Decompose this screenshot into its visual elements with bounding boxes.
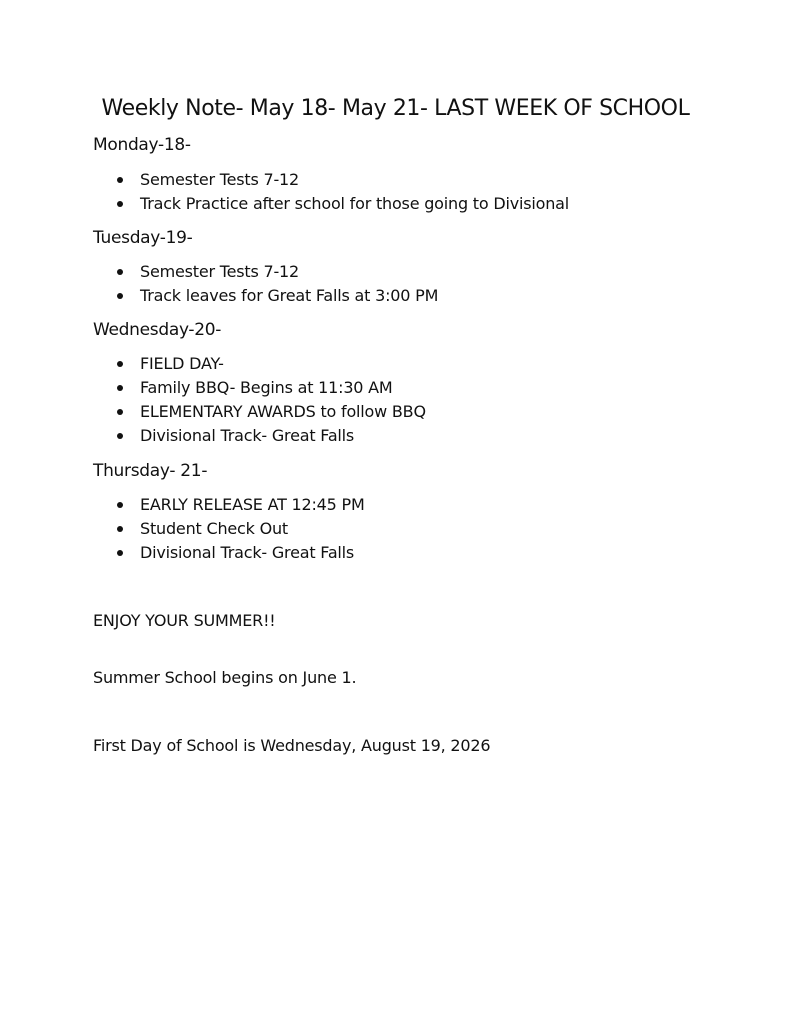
tuesday-list: [117, 260, 438, 308]
list-item: ELEMENTARY AWARDS to follow BBQ: [117, 400, 426, 424]
bullet-icon: [117, 177, 123, 183]
list-item: Student Check Out: [117, 517, 365, 541]
day-heading-tuesday: Tuesday-19-: [93, 228, 193, 248]
list-item: Divisional Track- Great Falls: [117, 541, 365, 565]
enjoy-summer-text: ENJOY YOUR SUMMER!!: [93, 611, 276, 630]
bullet-icon: [117, 433, 123, 439]
monday-list: [117, 168, 569, 216]
list-item: Family BBQ- Begins at 11:30 AM: [117, 376, 426, 400]
summer-school-text: Summer School begins on June 1.: [93, 668, 357, 687]
first-day-text: First Day of School is Wednesday, August 19, 2026: [93, 736, 491, 755]
list-item: EARLY RELEASE AT 12:45 PM: [117, 493, 365, 517]
list-item: Divisional Track- Great Falls: [117, 424, 426, 448]
bullet-icon: [117, 526, 123, 532]
thursday-list: [117, 493, 365, 565]
bullet-icon: [117, 269, 123, 275]
day-heading-thursday: Thursday- 21-: [93, 461, 208, 481]
day-heading-monday: Monday-18-: [93, 135, 191, 155]
page-title: Weekly Note- May 18- May 21- LAST WEEK OF SCHOOL: [101, 96, 690, 121]
list-item: Track Practice after school for those going to Divisional: [117, 192, 569, 216]
bullet-icon: [117, 201, 123, 207]
bullet-icon: [117, 502, 123, 508]
list-item: Track leaves for Great Falls at 3:00 PM: [117, 284, 438, 308]
bullet-icon: [117, 385, 123, 391]
day-heading-wednesday: Wednesday-20-: [93, 320, 222, 340]
bullet-icon: [117, 550, 123, 556]
bullet-icon: [117, 293, 123, 299]
list-item: FIELD DAY-: [117, 352, 426, 376]
list-item: Semester Tests 7-12: [117, 260, 438, 284]
bullet-icon: [117, 409, 123, 415]
list-item: Semester Tests 7-12: [117, 168, 569, 192]
bullet-icon: [117, 361, 123, 367]
wednesday-list: [117, 352, 426, 448]
